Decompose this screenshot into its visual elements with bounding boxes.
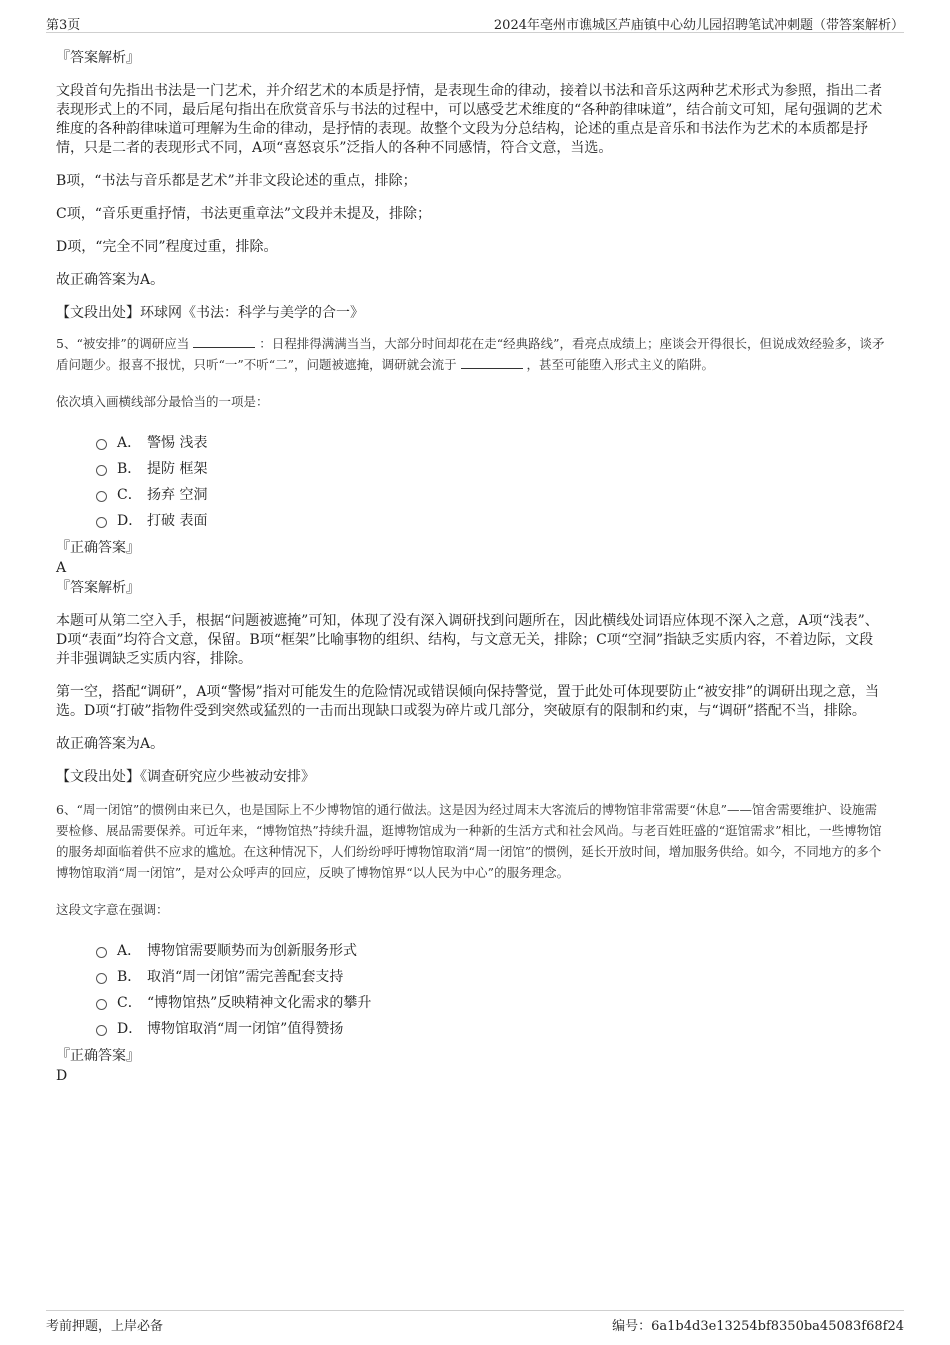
q5-option-b[interactable]: B． 提防 框架 [96, 456, 886, 482]
q5-prompt: 依次填入画横线部分最恰当的一项是： [56, 394, 269, 409]
q5-option-a[interactable]: A． 警惕 浅表 [96, 430, 886, 456]
radio-icon[interactable] [96, 947, 107, 958]
q6-option-a[interactable]: A． 博物馆需要顺势而为创新服务形式 [96, 938, 886, 964]
radio-icon[interactable] [96, 439, 107, 450]
q5-conclusion: 故正确答案为A。 [56, 736, 165, 752]
q6-option-c[interactable]: C． “博物馆热”反映精神文化需求的攀升 [96, 990, 886, 1016]
q4-source: 【文段出处】环球网《书法：科学与美学的合一》 [56, 305, 364, 321]
radio-icon[interactable] [96, 491, 107, 502]
page-footer [46, 1310, 904, 1335]
q5-stem-part2: ：日程排得满满当当，大部分时间却花在走“经典路线”，看亮点成绩上；座谈会开得很长，但说成效经验多，谈矛盾问题少。报喜不报忧，只听“一”不听“二”，问题被遮掩，调研就会流于 [56, 336, 885, 372]
page-header [46, 14, 904, 33]
q6-stem: 6、“周一闭馆”的惯例由来已久，也是国际上不少博物馆的通行做法。这是因为经过周末大客流后的博物馆非常需要“休息”——馆舍需要维护、设施需要检修、展品需要保养。可近年来，“博物馆热”持续升温，逛博物馆成为一种新的生活方式和社会风尚。与老百姓旺盛的“逛馆需求”相比，一些博物馆的服务却面临着供不应求的尴尬。在这种情况下，人们纷纷呼吁博物馆取消“周一闭馆”的惯例，延长开放时间，增加服务供给。如今，不同地方的多个博物馆取消“周一闭馆”，是对公众呼声的回应，反映了博物馆界“以人民为中心”的服务理念。 [56, 802, 882, 880]
q5-stem [56, 333, 886, 375]
q4-conclusion: 故正确答案为A。 [56, 272, 165, 288]
radio-icon[interactable] [96, 517, 107, 528]
document-id: 编号：6a1b4d3e13254bf8350ba45083f68f24 [612, 1319, 904, 1334]
q5-source: 【文段出处】《调查研究应少些被动安排》 [56, 769, 315, 785]
q5-answer: A [56, 560, 67, 576]
radio-icon[interactable] [96, 1025, 107, 1036]
q5-stem-part3: ，甚至可能堕入形式主义的陷阱。 [526, 357, 715, 372]
q4-analysis-p3: C项，“音乐更重抒情，书法更重章法”文段并未提及，排除； [56, 206, 432, 222]
page-number: 第3页 [46, 18, 81, 33]
q6-option-d[interactable]: D． 博物馆取消“周一闭馆”值得赞扬 [96, 1016, 886, 1042]
q5-stem-part1: 5、“被安排”的调研应当 [56, 336, 190, 351]
radio-icon[interactable] [96, 999, 107, 1010]
page-content [56, 44, 886, 1086]
q5-option-d[interactable]: D． 打破 表面 [96, 508, 886, 534]
q5-blank-1 [193, 335, 255, 348]
q6-answer: D [56, 1068, 68, 1084]
q5-analysis-label: 『答案解析』 [56, 580, 140, 596]
q6-options [56, 938, 886, 1042]
document-title: 2024年亳州市谯城区芦庙镇中心幼儿园招聘笔试冲刺题（带答案解析） [493, 18, 904, 33]
radio-icon[interactable] [96, 973, 107, 984]
q4-analysis-label: 『答案解析』 [56, 50, 140, 66]
q4-analysis-p1: 文段首句先指出书法是一门艺术，并介绍艺术的本质是抒情，是表现生命的律动，接着以书法和音乐这两种艺术形式为参照，指出二者表现形式上的不同，最后尾句指出在欣赏音乐与书法的过程中，可以感受艺术维度的“各种韵律味道”，结合前文可知，尾句强调的艺术维度的各种韵律味道可理解为生命的律动，是抒情的表现。故整个文段为分总结构，论述的重点是音乐和书法作为艺术的本质都是抒情，只是二者的表现形式不同，A项“喜怒哀乐”泛指人的各种不同感情，符合文意，当选。 [56, 83, 883, 156]
footer-slogan: 考前押题，上岸必备 [46, 1319, 164, 1334]
q5-analysis-p2: 第一空，搭配“调研”，A项“警惕”指对可能发生的危险情况或错误倾向保持警觉，置于此处可体现要防止“被安排”的调研出现之意，当选。D项“打破”指物件受到突然或猛烈的一击而出现缺口或裂为碎片或几部分，突破原有的限制和约束，与“调研”搭配不当，排除。 [56, 684, 880, 719]
q6-answer-label: 『正确答案』 [56, 1048, 140, 1064]
q4-analysis-p2: B项，“书法与音乐都是艺术”并非文段论述的重点，排除； [56, 173, 417, 189]
q4-analysis-p4: D项，“完全不同”程度过重，排除。 [56, 239, 278, 255]
q5-blank-2 [461, 356, 523, 369]
q6-option-b[interactable]: B． 取消“周一闭馆”需完善配套支持 [96, 964, 886, 990]
q5-answer-label: 『正确答案』 [56, 540, 140, 556]
radio-icon[interactable] [96, 465, 107, 476]
q5-option-c[interactable]: C． 扬弃 空洞 [96, 482, 886, 508]
q6-prompt: 这段文字意在强调： [56, 902, 169, 917]
q5-analysis-p1: 本题可从第二空入手，根据“问题被遮掩”可知，体现了没有深入调研找到问题所在，因此横线处词语应体现不深入之意，A项“浅表”、D项“表面”均符合文意，保留。B项“框架”比喻事物的组织、结构，与文意无关，排除；C项“空洞”指缺乏实质内容，不着边际，文段并非强调缺乏实质内容，排除。 [56, 613, 879, 667]
q5-options [56, 430, 886, 534]
